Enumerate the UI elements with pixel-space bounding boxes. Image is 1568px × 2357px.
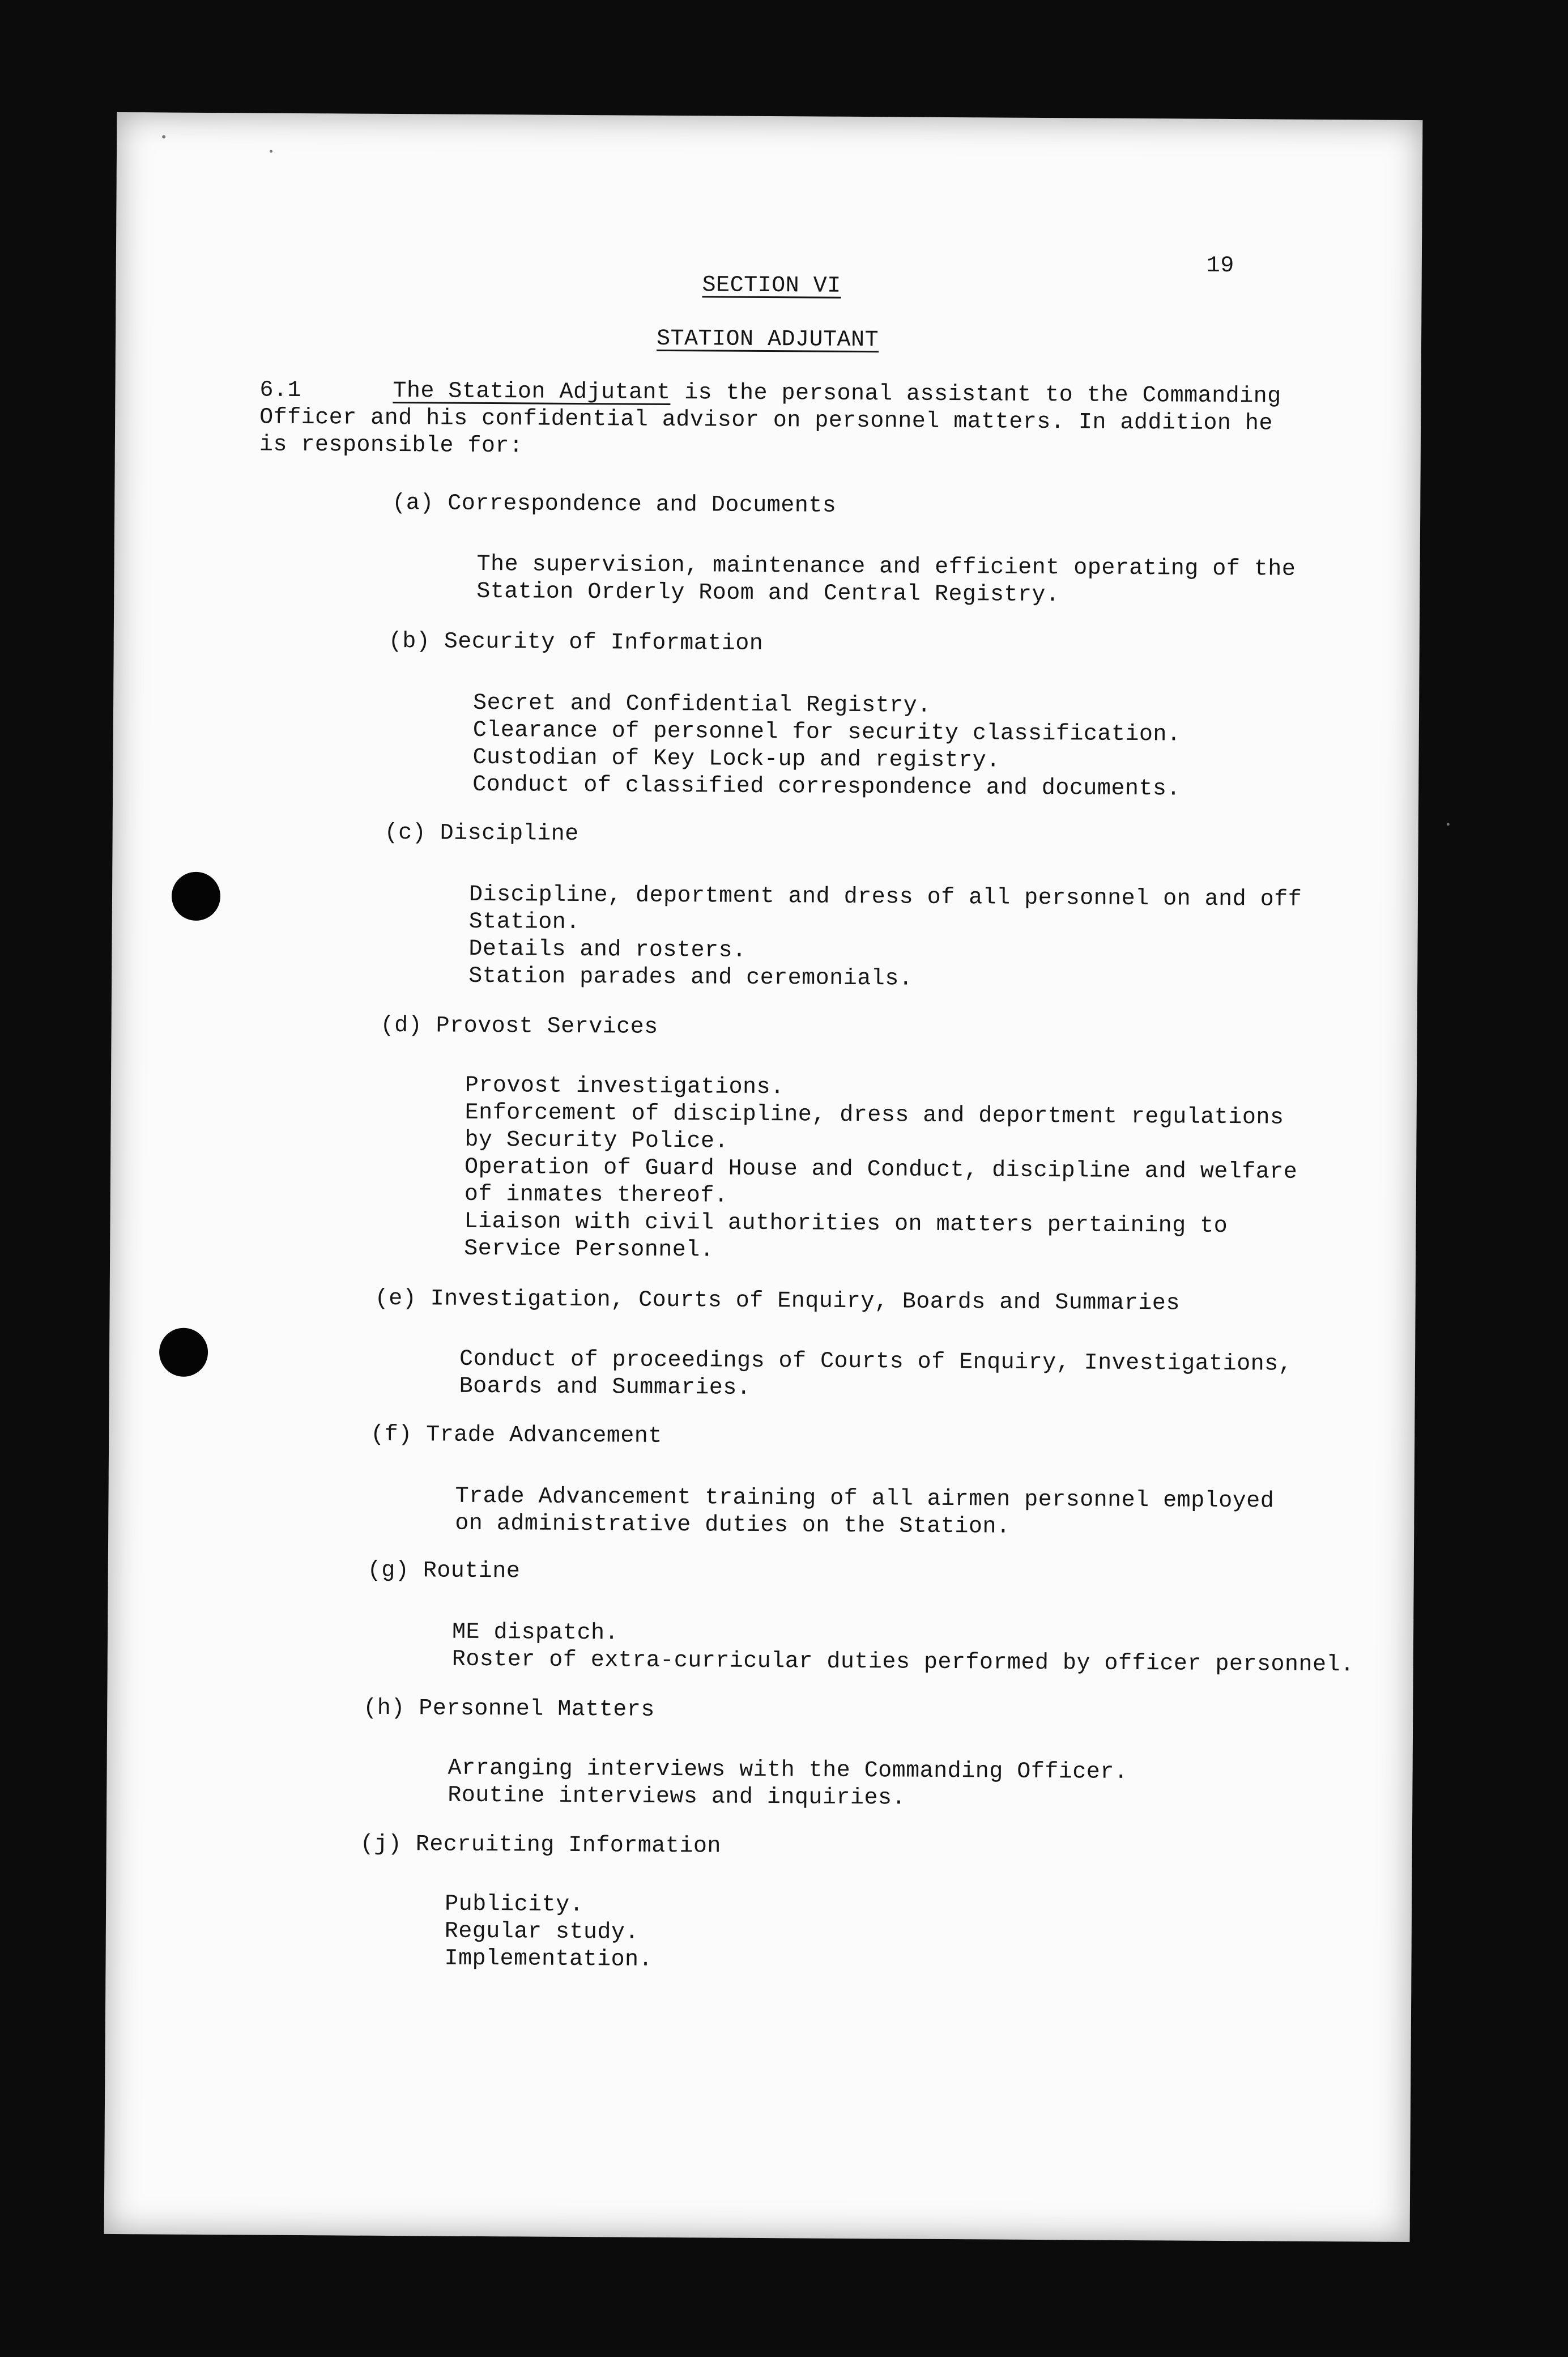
item-g-heading: (g) Routine	[367, 1558, 521, 1585]
item-d-line: by Security Police.	[465, 1127, 729, 1155]
item-b-line: Clearance of personnel for security classification.	[472, 717, 1181, 748]
item-c-line: Station.	[468, 909, 580, 936]
item-e-line: Conduct of proceedings of Courts of Enquiry, Investigations,	[459, 1346, 1293, 1377]
item-j-line: Implementation.	[444, 1946, 653, 1973]
item-b-line: Conduct of classified correspondence and documents.	[472, 772, 1181, 802]
section-title: SECTION VI	[702, 273, 841, 299]
item-b-line: Custodian of Key Lock-up and registry.	[472, 744, 1000, 774]
intro-line-3: is responsible for:	[259, 432, 523, 460]
document-page	[104, 112, 1423, 2242]
item-a-line: The supervision, maintenance and efficient operating of the	[476, 551, 1296, 582]
item-d-line: Enforcement of discipline, dress and deportment regulations	[465, 1100, 1284, 1131]
item-d-line: Service Personnel.	[464, 1236, 714, 1263]
item-b-line: Secret and Confidential Registry.	[472, 690, 931, 719]
paragraph-number: 6.1	[259, 377, 302, 403]
intro-line-2: Officer and his confidential advisor on personnel matters. In addition he	[259, 405, 1273, 437]
item-f-heading: (f) Trade Advancement	[370, 1422, 662, 1449]
item-h-heading: (h) Personnel Matters	[363, 1695, 655, 1723]
item-c-line: Details and rosters.	[468, 936, 747, 964]
punch-hole-bottom	[159, 1328, 208, 1377]
section-subtitle: STATION ADJUTANT	[656, 326, 879, 354]
item-e-heading: (e) Investigation, Courts of Enquiry, Boards and Summaries	[374, 1286, 1181, 1317]
item-a-heading: (a) Correspondence and Documents	[392, 490, 837, 519]
item-g-line: ME dispatch.	[451, 1619, 619, 1647]
punch-hole-top	[172, 872, 221, 921]
item-g-line: Roster of extra-curricular duties performed by officer personnel.	[451, 1647, 1354, 1678]
item-e-line: Boards and Summaries.	[459, 1373, 751, 1401]
item-d-line: Operation of Guard House and Conduct, discipline and welfare	[464, 1154, 1298, 1185]
item-j-line: Publicity.	[445, 1891, 584, 1918]
item-j-heading: (j) Recruiting Information	[360, 1831, 722, 1860]
intro-line-1	[393, 380, 1281, 409]
speck	[1447, 823, 1450, 826]
item-d-heading: (d) Provost Services	[380, 1012, 658, 1040]
item-a-line: Station Orderly Room and Central Registry.	[476, 578, 1060, 609]
item-c-line: Station parades and ceremonials.	[468, 963, 913, 992]
item-f-line: on administrative duties on the Station.	[455, 1511, 1011, 1540]
item-j-line: Regular study.	[444, 1918, 640, 1946]
speck	[270, 150, 272, 153]
page-number: 19	[1206, 253, 1234, 279]
item-c-line: Discipline, deportment and dress of all personnel on and off	[468, 882, 1302, 913]
intro-lead: The Station Adjutant	[393, 378, 671, 406]
item-d-line: Provost investigations.	[465, 1073, 785, 1101]
item-d-line: of inmates thereof.	[464, 1181, 728, 1209]
item-f-line: Trade Advancement training of all airmen personnel employed	[455, 1483, 1275, 1514]
intro-line-1-rest: is the personal assistant to the Commanding	[670, 380, 1281, 410]
item-d-line: Liaison with civil authorities on matters pertaining to	[464, 1209, 1228, 1240]
item-h-line: Routine interviews and inquiries.	[448, 1782, 906, 1811]
item-h-line: Arranging interviews with the Commanding Officer.	[448, 1755, 1128, 1785]
speck	[162, 135, 165, 138]
item-b-heading: (b) Security of Information	[388, 628, 764, 657]
item-c-heading: (c) Discipline	[384, 820, 579, 847]
